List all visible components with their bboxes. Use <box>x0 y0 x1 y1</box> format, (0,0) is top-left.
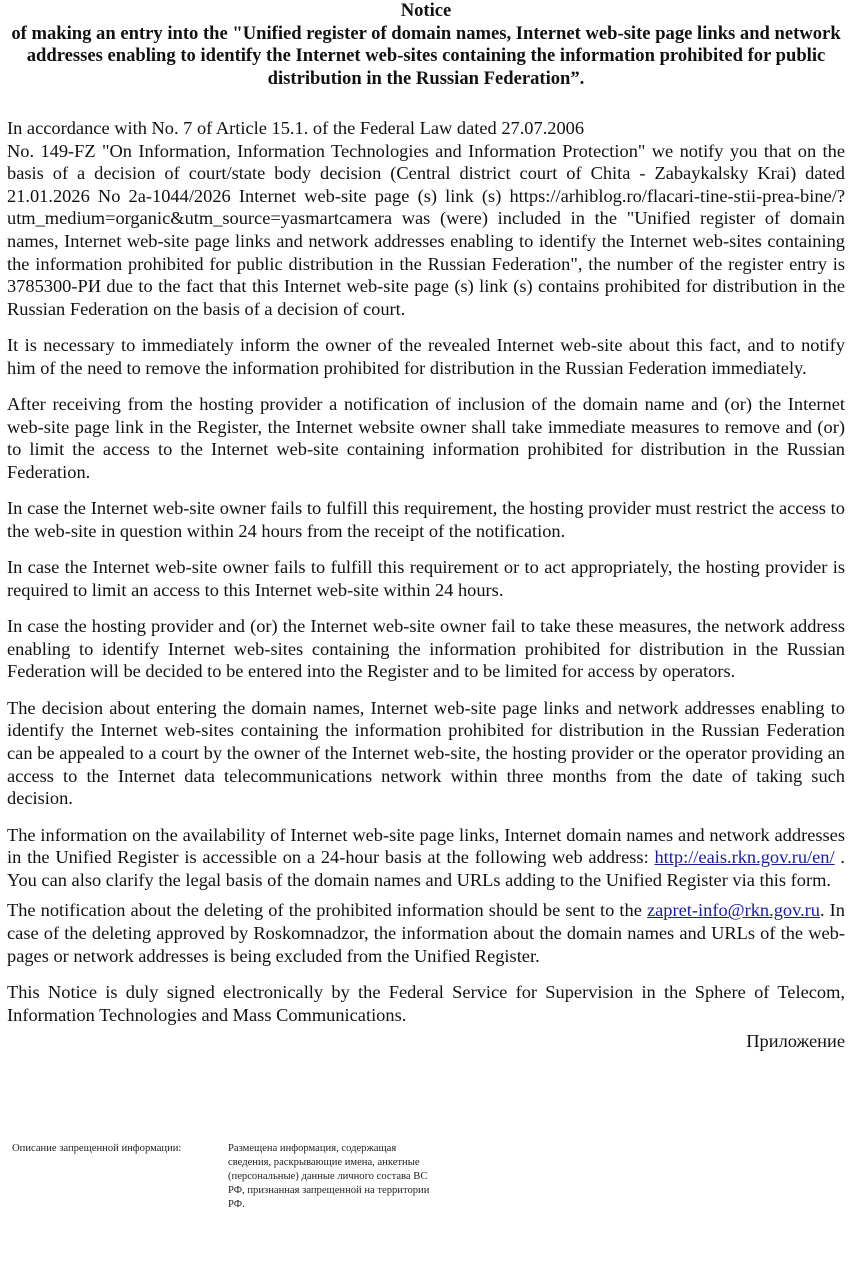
paragraph-hosting-restrict: In case the Internet web-site owner fails to fulfill this requirement, the hosting provider must restrict the access to the web-site in question within 24 hours from the receipt of the notification. <box>7 498 845 541</box>
paragraph-signature: This Notice is duly signed electronically by the Federal Service for Supervision in the Sphere of Telecom, Information Technologies and Mass Communications. <box>7 981 845 1025</box>
deletion-notice-text: The notification about the deleting of the prohibited information should be sent to the <box>7 900 647 921</box>
paragraph-hosting-limit: In case the Internet web-site owner fails to fulfill this requirement or to act appropriately, the hosting provider is required to limit an access to this Internet web-site within 24 hours. <box>7 557 845 600</box>
appendix-label: Приложение <box>746 1031 845 1052</box>
paragraph-legal-basis <box>7 117 845 320</box>
register-access-text: The information on the availability of Internet web-site page links, Internet domain names and network addresses in the Unified Register is accessible on a 24-hour basis at the following web address: <box>7 824 845 868</box>
notice-document <box>7 0 845 1052</box>
eais-register-link[interactable]: http://eais.rkn.gov.ru/en/ <box>654 847 835 868</box>
paragraph-appeal: The decision about entering the domain names, Internet web-site page links and network addresses enabling to identify the Internet web-sites containing the information prohibited for distribution in the Russian Federation can be appealed to a court by the owner of the Internet web-site, the hosting provider or the operator providing an access to the Internet data telecommunications network within three months from the date of taking such decision. <box>7 697 845 809</box>
notice-header <box>7 0 845 90</box>
paragraph-legal-basis-intro: In accordance with No. 7 of Article 15.1. of the Federal Law dated 27.07.2006 <box>7 118 585 138</box>
notice-title: Notice <box>400 0 452 21</box>
notice-subtitle: of making an entry into the "Unified register of domain names, Internet web-site page links and network addresses enabling to identify the Internet web-sites containing the information prohibited for public distribution in the Russian Federation”. <box>11 22 841 89</box>
register-access-text-tail: . You can also clarify the legal basis of the domain names and URLs adding to the Unified Register via this form. <box>7 847 845 890</box>
paragraph-register-entry: In case the hosting provider and (or) the Internet web-site owner fail to take these measures, the network address enabling to identify Internet web-sites containing the information prohibited for distribution in the Russian Federation will be decided to be entered into the Register and to be limited for access by operators. <box>7 616 845 682</box>
annex-description-value: Размещена информация, содержащая сведения, раскрывающие имена, анкетные (персональные) данные личного состава ВС РФ, признанная запрещенной на территории РФ. <box>228 1143 430 1210</box>
paragraph-owner-measures: After receiving from the hosting provider a notification of inclusion of the domain name and (or) the Internet web-site page link in the Register, the Internet website owner shall take immediate measures to remove and (or) to limit the access to the Internet web-site containing information prohibited for distribution in the Russian Federation. <box>7 394 845 482</box>
paragraph-register-access <box>7 824 845 892</box>
paragraph-deletion-notice <box>7 899 845 967</box>
deletion-notice-text-tail: . In case of the deleting approved by Roskomnadzor, the information about the domain names and URLs of the web-pages or network addresses is being excluded from the Unified Register. <box>7 900 846 966</box>
annex-description-label: Описание запрещенной информации: <box>12 1143 182 1154</box>
paragraph-legal-basis-body: No. 149-FZ "On Information, Information Technologies and Information Protection" we notify you that on the basis of a decision of court/state body decision (Central district court of Chita - Zabaykalsky Krai) dated 21.01.2026 No 2a-1044/2026 Internet web-site page (s) link (s) https://arhiblog.ro/flacari-tine-stii-prea-bine/?utm_medium=organic&utm_source=yasmartcamera was (were) included in the "Unified register of domain names, Internet web-site page links and network addresses enabling to identify the Internet web-sites containing the information prohibited for public distribution in the Russian Federation", the number of the register entry is 3785300-РИ due to the fact that this Internet web-site page (s) link (s) contains prohibited for distribution in the Russian Federation on the basis of a decision of court. <box>7 140 845 319</box>
zapret-info-email-link[interactable]: zapret-info@rkn.gov.ru <box>646 900 821 921</box>
paragraph-inform-owner: It is necessary to immediately inform the owner of the revealed Internet web-site about this fact, and to notify him of the need to remove the information prohibited for distribution in the Russian Federation immediately. <box>7 335 845 378</box>
